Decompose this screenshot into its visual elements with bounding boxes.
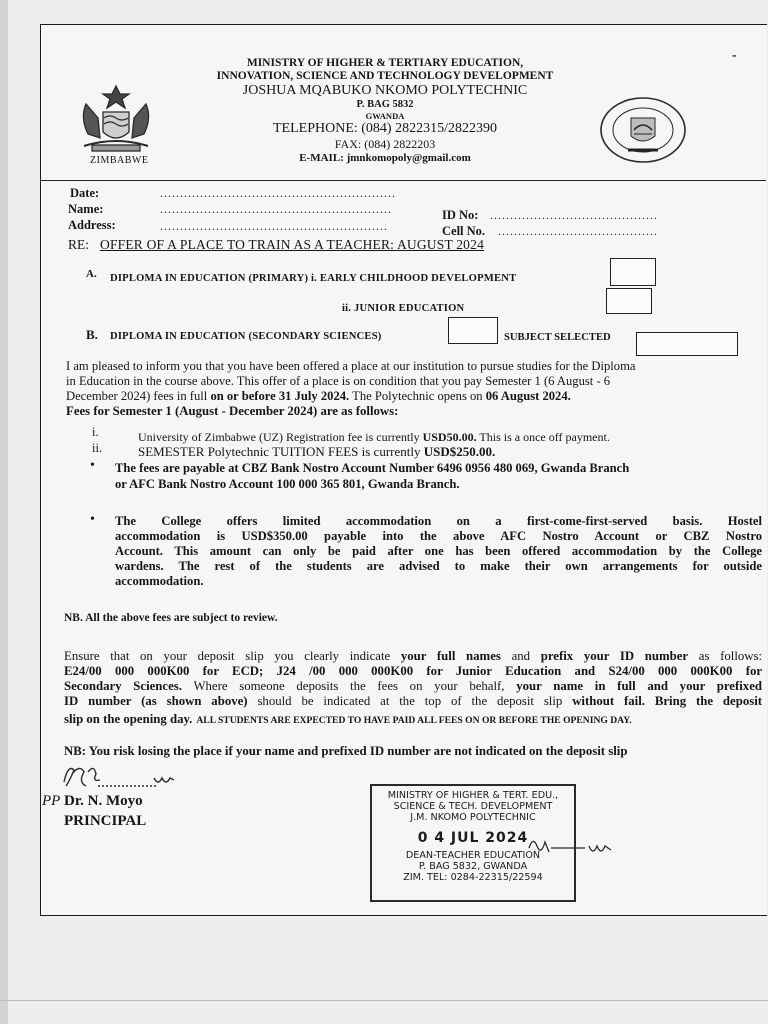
- junior-prefix: J24 /00 000 000K00: [276, 664, 414, 678]
- cell-label: Cell No.: [442, 224, 486, 238]
- subject-selected-field[interactable]: [636, 332, 738, 356]
- all-students-note: ALL STUDENTS ARE EXPECTED TO HAVE PAID ALL FEES ON OR BEFORE THE OPENING DAY.: [196, 715, 632, 726]
- ministry-line-1: MINISTRY OF HIGHER & TERTIARY EDUCATION,: [246, 57, 524, 69]
- tuition-fee: USD$250.00.: [423, 444, 496, 459]
- bullet-dot: •: [90, 512, 95, 527]
- ecd-label: for ECD;: [202, 664, 264, 678]
- ensure-line-1: [64, 649, 762, 664]
- nb-warning: NB: You risk losing the place if your name and prefixed ID number are not indicated on the deposit slip: [64, 744, 628, 758]
- programme-b-text: DIPLOMA IN EDUCATION (SECONDARY SCIENCES): [110, 331, 382, 342]
- country-label: ZIMBABWE: [90, 155, 149, 166]
- stamp-line-6: ZIM. TEL: 0284-22315/22594: [403, 872, 543, 883]
- fax: FAX: (084) 2822203: [334, 137, 436, 151]
- programme-b-letter: B.: [86, 327, 98, 342]
- junior-education-checkbox[interactable]: [606, 288, 652, 314]
- nb-fees-review: NB. All the above fees are subject to review.: [64, 612, 278, 624]
- stamp-line-4: DEAN-TEACHER EDUCATION: [405, 850, 541, 861]
- ministry-line-2: INNOVATION, SCIENCE AND TECHNOLOGY DEVELOPMENT: [216, 70, 554, 82]
- junior-label: for Junior Education and: [426, 664, 596, 678]
- header-divider: [40, 180, 766, 181]
- secondary-prefix: S24/00 000 000K00: [608, 664, 733, 678]
- intro-fees-text: December 2024) fees in full: [66, 389, 208, 403]
- re-label: RE:: [68, 237, 90, 252]
- name-full-emphasis: your name in full and your prefixed: [516, 679, 763, 693]
- subject-selected-label: SUBJECT SELECTED: [504, 332, 611, 343]
- ensure-line-5: [64, 710, 632, 728]
- tuition-description: SEMESTER Polytechnic TUITION FEES is currently: [138, 444, 421, 459]
- secondary-sciences-checkbox[interactable]: [448, 317, 498, 344]
- payment-line-1: The fees are payable at CBZ Bank Nostro Account Number 6496 0956 480 069, Gwanda Branch: [115, 461, 630, 475]
- id-emphasis: ID number (as shown above): [64, 694, 248, 708]
- uz-registration-fee: USD50.00.: [422, 430, 477, 444]
- payment-line-2: or AFC Bank Nostro Account 100 000 365 801, Gwanda Branch.: [115, 477, 460, 491]
- programme-a-letter: A.: [86, 268, 97, 280]
- ensure-line-4: [64, 694, 762, 709]
- opening-text: The Polytechnic opens on: [352, 389, 483, 403]
- accommodation-line-2: accommodation is USD$350.00 payable into the above AFC Nostro Account or CBZ Nostro: [115, 529, 762, 543]
- cell-field[interactable]: ........................................: [498, 224, 658, 238]
- accommodation-line-5: accommodation.: [115, 574, 204, 588]
- programme-a-text: DIPLOMA IN EDUCATION (PRIMARY) i. EARLY CHILDHOOD DEVELOPMENT: [110, 273, 517, 284]
- fee-item-i-number: i.: [92, 425, 99, 439]
- re-subject: OFFER OF A PLACE TO TRAIN AS A TEACHER: AUGUST 2024: [100, 237, 485, 252]
- pp-mark: PP: [42, 793, 61, 809]
- corner-mark: -: [732, 48, 737, 63]
- zimbabwe-coat-of-arms-icon: [70, 82, 162, 163]
- slip-top-text: should be indicated at the top of the deposit slip: [257, 694, 563, 708]
- address-field[interactable]: .........................................................: [160, 219, 388, 233]
- stamp-line-5: P. BAG 5832, GWANDA: [418, 861, 528, 872]
- without-fail-emphasis: without fail. Bring the deposit: [572, 694, 763, 708]
- institution-name: JOSHUA MQABUKO NKOMO POLYTECHNIC: [242, 83, 528, 98]
- id-label: ID No:: [442, 208, 479, 222]
- ensure-line-3: [64, 679, 762, 694]
- prefix-emphasis: prefix your ID number: [540, 649, 689, 663]
- intro-line-1: I am pleased to inform you that you have been offered a place at our institution to pursue studies for the Diploma: [66, 359, 636, 373]
- programme-a-ii: ii. JUNIOR EDUCATION: [342, 303, 465, 314]
- dean-signature-icon: [525, 832, 615, 867]
- fee-item-ii: [138, 444, 495, 460]
- deadline-date: on or before 31 July 2024.: [210, 389, 350, 403]
- principal-title: PRINCIPAL: [64, 813, 147, 829]
- stamp-line-2: SCIENCE & TECH. DEVELOPMENT: [393, 801, 553, 812]
- bullet-dot: •: [90, 458, 95, 473]
- accommodation-line-3: Account. This amount can only be paid after one has been offered accommodation by the College: [115, 544, 762, 558]
- address-label: Address:: [68, 218, 116, 232]
- stamp-line-3: J.M. NKOMO POLYTECHNIC: [410, 812, 536, 823]
- fee-item-i: [138, 430, 610, 445]
- stamp-line-1: MINISTRY OF HIGHER & TERT. EDU.,: [387, 790, 559, 801]
- email: E-MAIL: jmnkomopoly@gmail.com: [299, 152, 471, 164]
- stamp-date: 0 4 JUL 2024: [417, 830, 529, 846]
- opening-date: 06 August 2024.: [485, 389, 571, 403]
- page-edge: [0, 1000, 768, 1001]
- ensure-text: Ensure that on your deposit slip you clearly indicate: [64, 649, 391, 663]
- date-field[interactable]: ...........................................................: [160, 186, 396, 200]
- principal-name: Dr. N. Moyo: [64, 793, 143, 809]
- full-names-emphasis: your full names: [400, 649, 501, 663]
- fees-heading: Fees for Semester 1 (August - December 2024) are as follows:: [66, 404, 399, 418]
- intro-line-3: [66, 389, 571, 404]
- name-label: Name:: [68, 202, 104, 216]
- date-label: Date:: [70, 186, 100, 200]
- town: GWANDA: [365, 111, 405, 121]
- name-field[interactable]: ..........................................................: [160, 202, 392, 216]
- fee-item-ii-number: ii.: [92, 441, 103, 455]
- ecd-checkbox[interactable]: [610, 258, 656, 286]
- fee-i-note: This is a once off payment.: [479, 430, 610, 444]
- accommodation-line-4: wardens. The rest of the students are advised to make their own arrangements for outside: [115, 559, 762, 573]
- accommodation-line-1: The College offers limited accommodation on a first-come-first-served basis. Hostel: [115, 514, 762, 528]
- telephone: TELEPHONE: (084) 2822315/2822390: [273, 121, 497, 136]
- fee-i-description: University of Zimbabwe (UZ) Registration fee is currently: [138, 430, 420, 444]
- scan-edge: [0, 0, 8, 1024]
- opening-day-text: slip on the opening day.: [64, 712, 193, 726]
- postal-bag: P. BAG 5832: [356, 99, 414, 110]
- ensure-as-follows: as follows:: [698, 649, 763, 663]
- intro-line-2: in Education in the course above. This offer of a place is on condition that you pay Semester 1 (6 August - 6: [66, 374, 611, 388]
- secondary-label: Secondary Sciences.: [64, 679, 182, 693]
- ecd-prefix: E24/00 000 000K00: [64, 664, 190, 678]
- id-field[interactable]: ..........................................: [490, 208, 658, 222]
- ensure-line-2: [64, 664, 762, 679]
- secondary-for: for: [745, 664, 763, 678]
- behalf-text: Where someone deposits the fees on your behalf,: [193, 679, 505, 693]
- ensure-and: and: [511, 649, 531, 663]
